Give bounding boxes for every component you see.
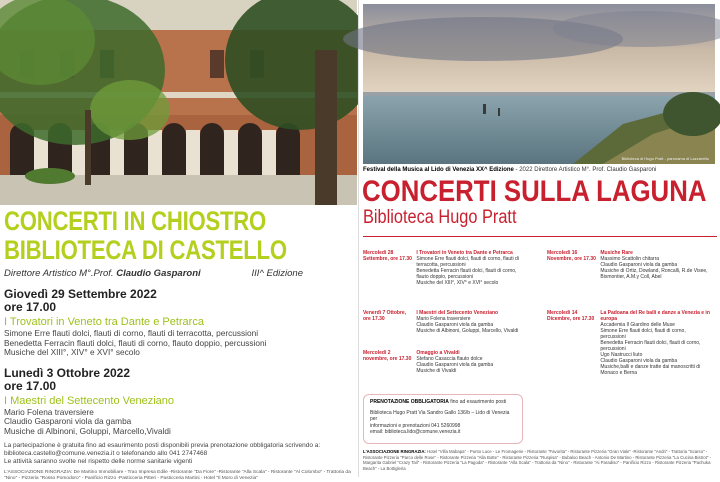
left-director <box>4 268 353 279</box>
title-divider <box>363 236 717 237</box>
sponsors-prefix: L'ASSOCIAZIONE RINGRAZIA: <box>363 449 426 454</box>
event-body <box>416 350 524 374</box>
event-line: Stefano Casaccia flauto dolce <box>416 356 483 362</box>
cloister-photo <box>0 0 357 205</box>
event-performer: Simone Erre flauti dolci, flauti di corno, flauti di terracotta, percussioni <box>4 328 259 338</box>
festival-name: Festival della Musica al Lido di Venezia XX^ Edizione <box>363 167 514 173</box>
event-body <box>600 310 710 376</box>
event-line: Claudio Gasparoni viola da gamba <box>600 262 678 268</box>
photo-credit: Biblioteca di Hugo Pratt - panorama di Lazzaretto <box>621 156 709 161</box>
event-line: Musiche,balli e danze tratte dai manoscritti di Monaco e Berna <box>600 364 701 376</box>
event-date: Mercoledì 2 novembre, ore 17.30 <box>363 350 412 362</box>
event-line: Simone Erre flauti dolci, flauti di corno, percussioni <box>600 328 686 340</box>
right-event-5 <box>363 350 524 374</box>
right-event-3 <box>363 310 524 334</box>
event-music: Musiche di Albinoni, Goluppi, Marcello,Vivaldi <box>4 425 171 436</box>
event-title: Musiche Rare <box>600 250 633 256</box>
event-body <box>416 250 524 286</box>
booking-phone: informazioni e prenotazioni 041 5260998 <box>370 422 461 429</box>
event-title: Omaggio a Vivaldi <box>416 350 460 356</box>
event-line: Claudio Gasparoni viola da gamba <box>600 358 678 364</box>
poster-chiostro <box>0 0 357 481</box>
note-contact: biblioteca.castello@comune.venezia.it o telefonando allo 041 2747468 <box>4 450 208 457</box>
event-line: Mario Folena traversiere <box>416 316 471 322</box>
event-date: Lunedì 3 Ottobre 2022 <box>4 365 131 380</box>
event-performer: Benedetta Ferracin flauti dolci, flauti di corno, flauto doppio, percussioni <box>4 337 267 348</box>
event-title: La Padoana del Re balli e danze a Venezia e in europa <box>600 310 710 322</box>
left-director-text <box>4 268 201 279</box>
right-event-2 <box>547 250 710 280</box>
sponsors-list: Hotel "Villa Mabapa" - Punto Luce - Le Fromagerie - Ristorante "Favorita" - Ristorante Pizzeria "Gran Viale" -Ristorante "Andri" - Trattoria "Scarso" - Ristorante Pizzeria "Parco delle Rose" - Ristorante Pizzeria "Alla Botte" - Ristorante Pizzeria "Ruspisa" - Bubaloo Beach - Antonio De Martino - Ristorante Pizzeria "La Cucina Bistrot" - Margarita Gabriel "Crazy Tail" - Ristorante Pizzeria "La Pagoda" - Ristorante "Alla Scala" - Trattoria da "Nino" - Ristorante "Ai Paradiso" - Panificio Rizzo - Ristorante Pizzeria "Pachuka Beach" - La Bottigleria <box>363 449 711 471</box>
event-time: ore 17.00 <box>4 300 57 314</box>
event-line: Benedetta Ferracin flauti dolci, flauti di corno, percussioni <box>600 340 701 352</box>
event-program: I Trovatori in Veneto tra Dante e Petrarca <box>4 316 204 328</box>
event-date: Mercoledì 28 Settembre, ore 17.30 <box>363 250 412 262</box>
event-date: Venerdì 7 Ottobre, ore 17.30 <box>363 310 407 322</box>
left-title-line1: CONCERTI IN CHIOSTRO <box>4 206 267 236</box>
right-event-4 <box>547 310 710 376</box>
left-sponsors: L'ASSOCIAZIONE RINGRAZIA: De Martino Immobiliare - Trao Impresa Edile -Ristorante "Da Fiore" -Ristorante "Alla Scala" - Ristorante "Al Colombo" - Trattoria da "Nino" - Pizzeria "Rosso Pomodoro" - Panificio Rizzo -Pasticceria Pitteri - Pasticceria Martini - Hotel "Il Moro di Venezia" <box>4 470 351 481</box>
event-line: Simone Erre flauti dolci, flauti di corno, flauti di terracotta, percussioni <box>416 256 519 268</box>
left-director-name: Claudio Gasparoni <box>116 268 201 279</box>
left-title-line2: BIBLIOTECA DI CASTELLO <box>4 235 287 265</box>
left-content <box>0 205 357 482</box>
left-event-1 <box>4 288 353 358</box>
right-title: CONCERTI SULLA LAGUNA <box>362 175 707 208</box>
booking-title: PRENOTAZIONE OBBLIGATORIA <box>370 399 449 405</box>
event-line: Claudio Gasparoni viola da gamba <box>416 322 494 328</box>
event-line: Ugo Nastrucci liuto <box>600 352 643 358</box>
event-performer: Claudio Gasparoni viola da gamba <box>4 416 132 426</box>
event-date: Giovedì 29 Settembre 2022 <box>4 287 157 301</box>
event-line: Musiche di Albinoni, Goluppi, Marcello, Vivaldi <box>416 328 519 334</box>
event-program: I Maestri del Settecento Veneziano <box>4 394 174 407</box>
booking-address: Biblioteca Hugo Pratt Via Sandro Gallo 136/b – Lido di Venezia per <box>370 409 510 422</box>
note-line: La partecipazione è gratuita fino ad esaurimento posti disponibili previa prenotazione obbligatoria scrivendo a: <box>4 442 321 449</box>
right-event-1 <box>363 250 524 286</box>
left-edition: III^ Edizione <box>251 268 303 279</box>
booking-email: email: biblioteca.lido@comune.venezia.it <box>370 429 461 435</box>
booking-heading <box>370 399 516 406</box>
poster-laguna <box>358 0 720 477</box>
event-body <box>600 250 710 280</box>
festival-line <box>363 167 656 173</box>
booking-title-rest: fino ad esaurimento posti <box>448 399 507 405</box>
event-line: Benedetta Ferracin flauti dolci, flauti di corno, flauto doppio, percussioni <box>416 268 517 280</box>
booking-box <box>363 394 523 444</box>
left-notes <box>4 442 353 466</box>
event-body <box>416 310 524 334</box>
event-music: Musiche del XIII°, XIV° e XVI° secolo <box>4 347 140 357</box>
event-line: Musiche di Ortiz, Dowland, Roncalli, R.de Visee, Bixmontier, A.M.y Coll, Abel <box>600 268 708 280</box>
left-event-2 <box>4 367 353 437</box>
festival-director: - 2022 Direttore Artistico M°. Prof. Claudio Gasparoni <box>513 167 657 173</box>
event-date: Mercoledì 16 Novembre, ore 17.30 <box>547 250 596 262</box>
right-sponsors <box>363 449 717 471</box>
event-line: Accademia Il Giardino delle Muse <box>600 322 675 328</box>
event-performer: Mario Folena traversiere <box>4 406 94 417</box>
event-date: Mercoledì 14 Dicembre, ore 17.30 <box>547 310 595 322</box>
event-line: Massimo Scattolin chitarra <box>600 256 660 262</box>
event-line: Claudio Gasparoni viola da gamba <box>416 362 494 368</box>
event-title: I Trovatori in Veneto tra Dante e Petrarca <box>416 250 513 256</box>
note-line: Le attività saranno svolte nel rispetto delle norme sanitarie vigenti <box>4 458 193 465</box>
event-time: ore 17.00 <box>4 378 57 393</box>
left-director-prefix: Direttore Artistico M°.Prof. <box>4 268 114 279</box>
event-line: Musiche del XIII°, XIV° e XVI° secolo <box>416 280 499 286</box>
event-line: Musiche di Vivaldi <box>416 368 457 374</box>
event-title: I Maestri del Settecento Veneziano <box>416 310 499 316</box>
right-subtitle: Biblioteca Hugo Pratt <box>363 207 517 228</box>
lagoon-photo <box>363 4 715 164</box>
